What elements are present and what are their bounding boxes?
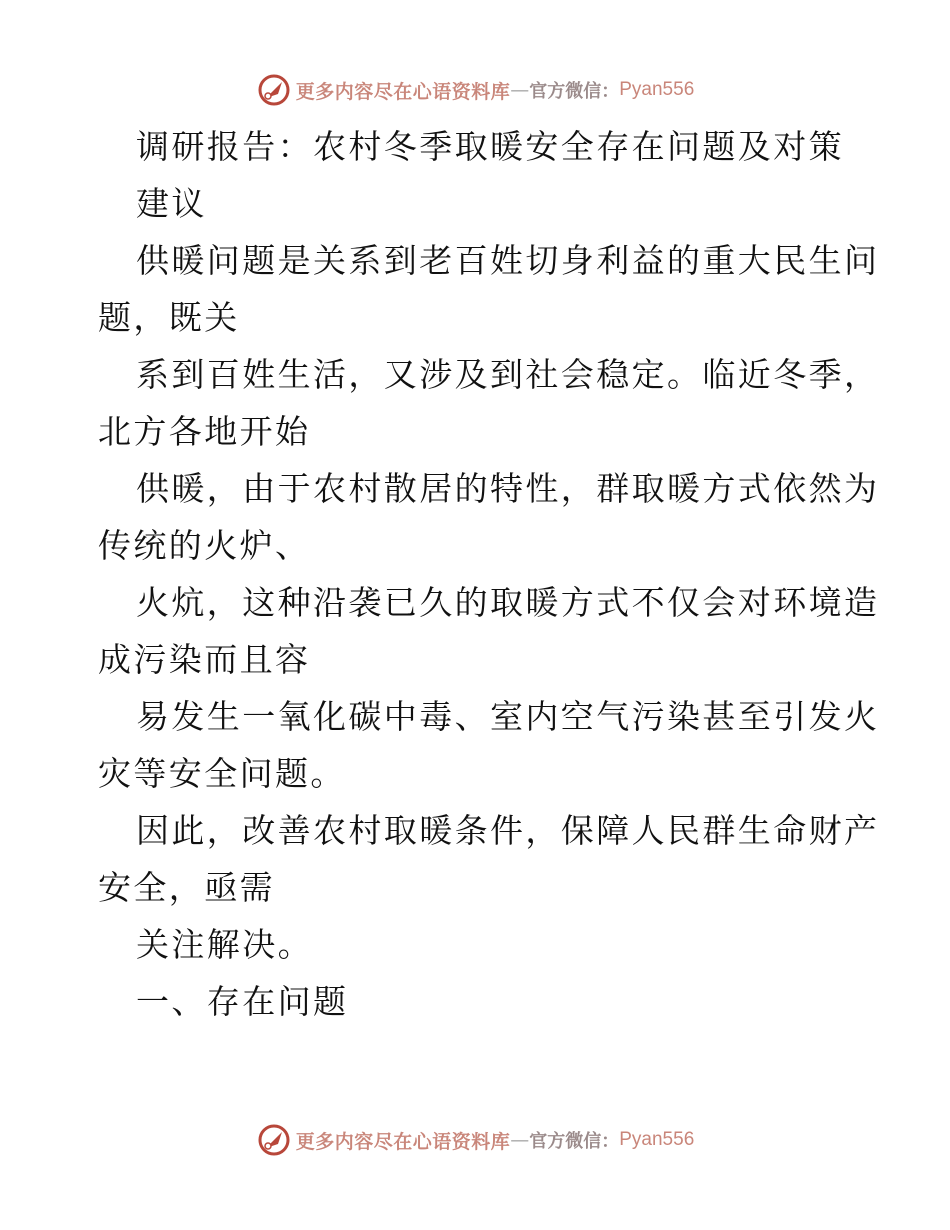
watermark-label: 官方微信： xyxy=(529,81,620,102)
header-watermark xyxy=(0,70,950,110)
quill-circle-icon xyxy=(256,72,292,108)
watermark-site-text: 更多内容尽在心语资料库 xyxy=(295,80,511,103)
document-body xyxy=(98,118,880,1030)
watermark-label: 官方微信： xyxy=(529,1131,620,1152)
text-line: 成污染而且容 xyxy=(98,640,311,679)
quill-circle-icon xyxy=(256,1122,292,1158)
text-line: 调研报告：农村冬季取暖安全存在问题及对策 xyxy=(136,127,844,166)
text-line: 灾等安全问题。 xyxy=(98,754,346,793)
text-line: 火炕，这种沿袭已久的取暖方式不仅会对环境造 xyxy=(136,583,880,622)
text-line: 传统的火炉、 xyxy=(98,526,311,565)
text-line: 北方各地开始 xyxy=(98,412,311,451)
text-line: 安全，亟需 xyxy=(98,868,275,907)
text-line: 关注解决。 xyxy=(136,925,313,964)
watermark-account: Pyan556 xyxy=(619,79,695,100)
text-line: 系到百姓生活，又涉及到社会稳定。临近冬季， xyxy=(136,355,880,394)
watermark-site-text: 更多内容尽在心语资料库 xyxy=(295,1130,511,1153)
text-line: 供暖，由于农村散居的特性，群取暖方式依然为 xyxy=(136,469,880,508)
text-line: 一、存在问题 xyxy=(136,982,349,1021)
watermark-dash: — xyxy=(510,1129,530,1151)
watermark-account: Pyan556 xyxy=(619,1129,695,1150)
footer-watermark xyxy=(0,1120,950,1160)
text-line: 题，既关 xyxy=(98,298,240,337)
text-line: 供暖问题是关系到老百姓切身利益的重大民生问 xyxy=(136,241,880,280)
text-line: 因此，改善农村取暖条件，保障人民群生命财产 xyxy=(136,811,880,850)
watermark-dash: — xyxy=(510,79,530,101)
text-line: 建议 xyxy=(136,184,207,223)
text-line: 易发生一氧化碳中毒、室内空气污染甚至引发火 xyxy=(136,697,880,736)
